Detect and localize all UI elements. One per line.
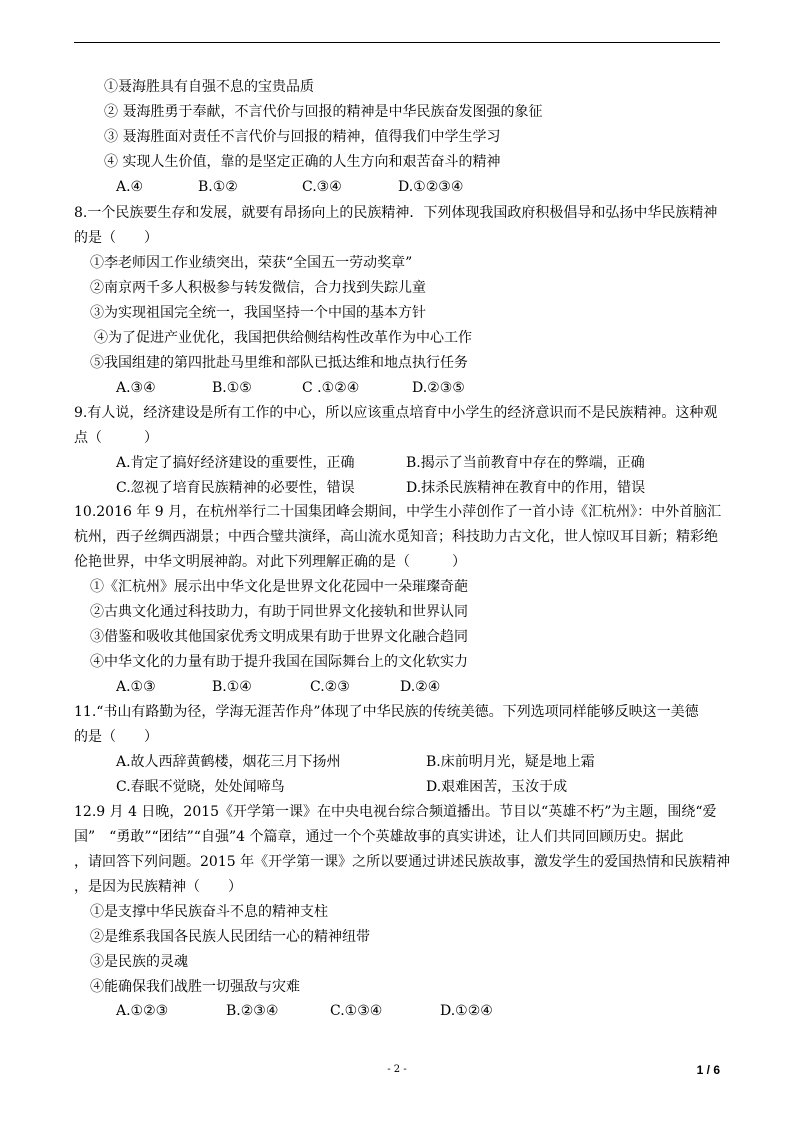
q8-option-b: B.①⑤ [212, 380, 252, 396]
q11-stem-line-2: 的是（ ） [74, 729, 158, 745]
q12-option-d: D.①②④ [440, 1003, 493, 1019]
header-rule [74, 42, 720, 43]
q7-options [116, 177, 716, 197]
q10-statement-3: ③借鉴和吸收其他国家优秀文明成果有助于世界文化融合趋同 [90, 629, 468, 645]
q9-option-b: B.揭示了当前教育中存在的弊端，正确 [406, 455, 645, 471]
q8-statement-4: ④为了促进产业优化，我国把供给侧结构性改革作为中心工作 [94, 330, 472, 346]
q10-options [116, 677, 716, 697]
q10-stem-line-3: 伦艳世界，中华文明展神韵。对此下列理解正确的是（ ） [74, 554, 466, 570]
q12-stem-line-3: ，请回答下列问题。2015 年《开学第一课》之所以要通过讲述民族故事，激发学生的爱国热情和民族精神 [74, 854, 731, 870]
q7-statement-4: ④ 实现人生价值，靠的是坚定正确的人生方向和艰苦奋斗的精神 [104, 154, 501, 170]
q9-option-c: C.忽视了培育民族精神的必要性，错误 [116, 480, 355, 496]
q7-option-d: D.①②③④ [398, 179, 464, 195]
q10-stem-line-2: 杭州，西子丝绸西湖景；中西合璧共演绎，高山流水觅知音；科技助力古文化，世人惊叹耳目新；精彩绝 [74, 529, 718, 545]
q9-option-a: A.肯定了搞好经济建设的重要性，正确 [116, 455, 355, 471]
q7-option-a: A.④ [116, 179, 144, 195]
q12-stem-line-1: 12.9 月 4 日晚，2015《开学第一课》在中央电视台综合频道播出。节目以“英雄不朽”为主题，围绕“爱 [74, 804, 717, 820]
q9-option-d: D.抹杀民族精神在教育中的作用，错误 [406, 480, 646, 496]
q8-statement-2: ②南京两千多人积极参与转发微信，合力找到失踪儿童 [90, 280, 426, 296]
q10-statement-4: ④中华文化的力量有助于提升我国在国际舞台上的文化软实力 [90, 654, 468, 670]
q8-options [116, 378, 716, 398]
q12-statement-2: ②是维系我国各民族人民团结一心的精神纽带 [90, 929, 370, 945]
q10-statement-2: ②古典文化通过科技助力，有助于同世界文化接轨和世界认同 [90, 604, 468, 620]
q12-statement-3: ③是民族的灵魂 [90, 954, 188, 970]
q9-stem-line-2: 点（ ） [74, 430, 158, 446]
q12-stem-line-4: ，是因为民族精神（ ） [74, 879, 242, 895]
page-count: 1 / 6 [696, 1063, 720, 1077]
q7-statement-2: ② 聂海胜勇于奉献，不言代价与回报的精神是中华民族奋发图强的象征 [104, 104, 543, 120]
q8-option-a: A.③④ [116, 380, 156, 396]
q12-option-b: B.②③④ [226, 1003, 279, 1019]
q11-option-b: B.床前明月光，疑是地上霜 [426, 754, 595, 770]
q8-option-c: C .①②④ [302, 380, 360, 396]
q8-statement-3: ③为实现祖国完全统一，我国坚持一个中国的基本方针 [90, 305, 426, 321]
q10-option-a: A.①③ [116, 679, 156, 695]
q12-statement-4: ④能确保我们战胜一切强敌与灾难 [90, 979, 300, 995]
page-number: - 2 - [387, 1064, 407, 1075]
q11-option-d: D.艰难困苦，玉汝于成 [426, 779, 568, 795]
q12-option-c: C.①③④ [330, 1003, 383, 1019]
q8-option-d: D.②③⑤ [412, 380, 465, 396]
q12-stem-line-2: 国” “勇敢”“团结”“自强”4 个篇章，通过一个个英雄故事的真实讲述，让人们共同回顾历史。据此 [74, 829, 684, 845]
q12-statement-1: ①是支撑中华民族奋斗不息的精神支柱 [90, 904, 328, 920]
q10-option-c: C.②③ [310, 679, 350, 695]
q11-stem-line-1: 11.“书山有路勤为径，学海无涯苦作舟”体现了中华民族的传统美德。下列选项同样能够反映这一美德 [74, 704, 699, 720]
q12-option-a: A.①②③ [116, 1003, 169, 1019]
q7-statement-3: ③ 聂海胜面对责任不言代价与回报的精神，值得我们中学生学习 [104, 129, 501, 145]
q9-stem-line-1: 9.有人说，经济建设是所有工作的中心，所以应该重点培育中小学生的经济意识而不是民族精神。这种观 [74, 405, 718, 421]
q11-option-a: A.故人西辞黄鹤楼，烟花三月下扬州 [116, 754, 341, 770]
q10-statement-1: ①《汇杭州》展示出中华文化是世界文化花园中一朵璀璨奇葩 [90, 579, 468, 595]
q8-statement-1: ①李老师因工作业绩突出，荣获“全国五一劳动奖章” [90, 255, 413, 271]
q11-option-c: C.春眠不觉晓，处处闻啼鸟 [116, 779, 285, 795]
q10-stem-line-1: 10.2016 年 9 月，在杭州举行二十国集团峰会期间，中学生小萍创作了一首小诗《汇杭州》：中外首脑汇 [74, 504, 722, 520]
q7-option-b: B.①② [198, 179, 238, 195]
q10-option-d: D.②④ [400, 679, 441, 695]
q8-stem-line-2: 的是（ ） [74, 230, 158, 246]
q7-option-c: C.③④ [302, 179, 342, 195]
q8-statement-5: ⑤我国组建的第四批赴马里维和部队已抵达维和地点执行任务 [90, 355, 468, 371]
q12-options [116, 1001, 716, 1021]
q8-stem-line-1: 8.一个民族要生存和发展，就要有昂扬向上的民族精神．下列体现我国政府积极倡导和弘扬中华民族精神 [74, 205, 718, 221]
q10-option-b: B.①④ [212, 679, 252, 695]
q7-statement-1: ①聂海胜具有自强不息的宝贵品质 [104, 79, 314, 95]
